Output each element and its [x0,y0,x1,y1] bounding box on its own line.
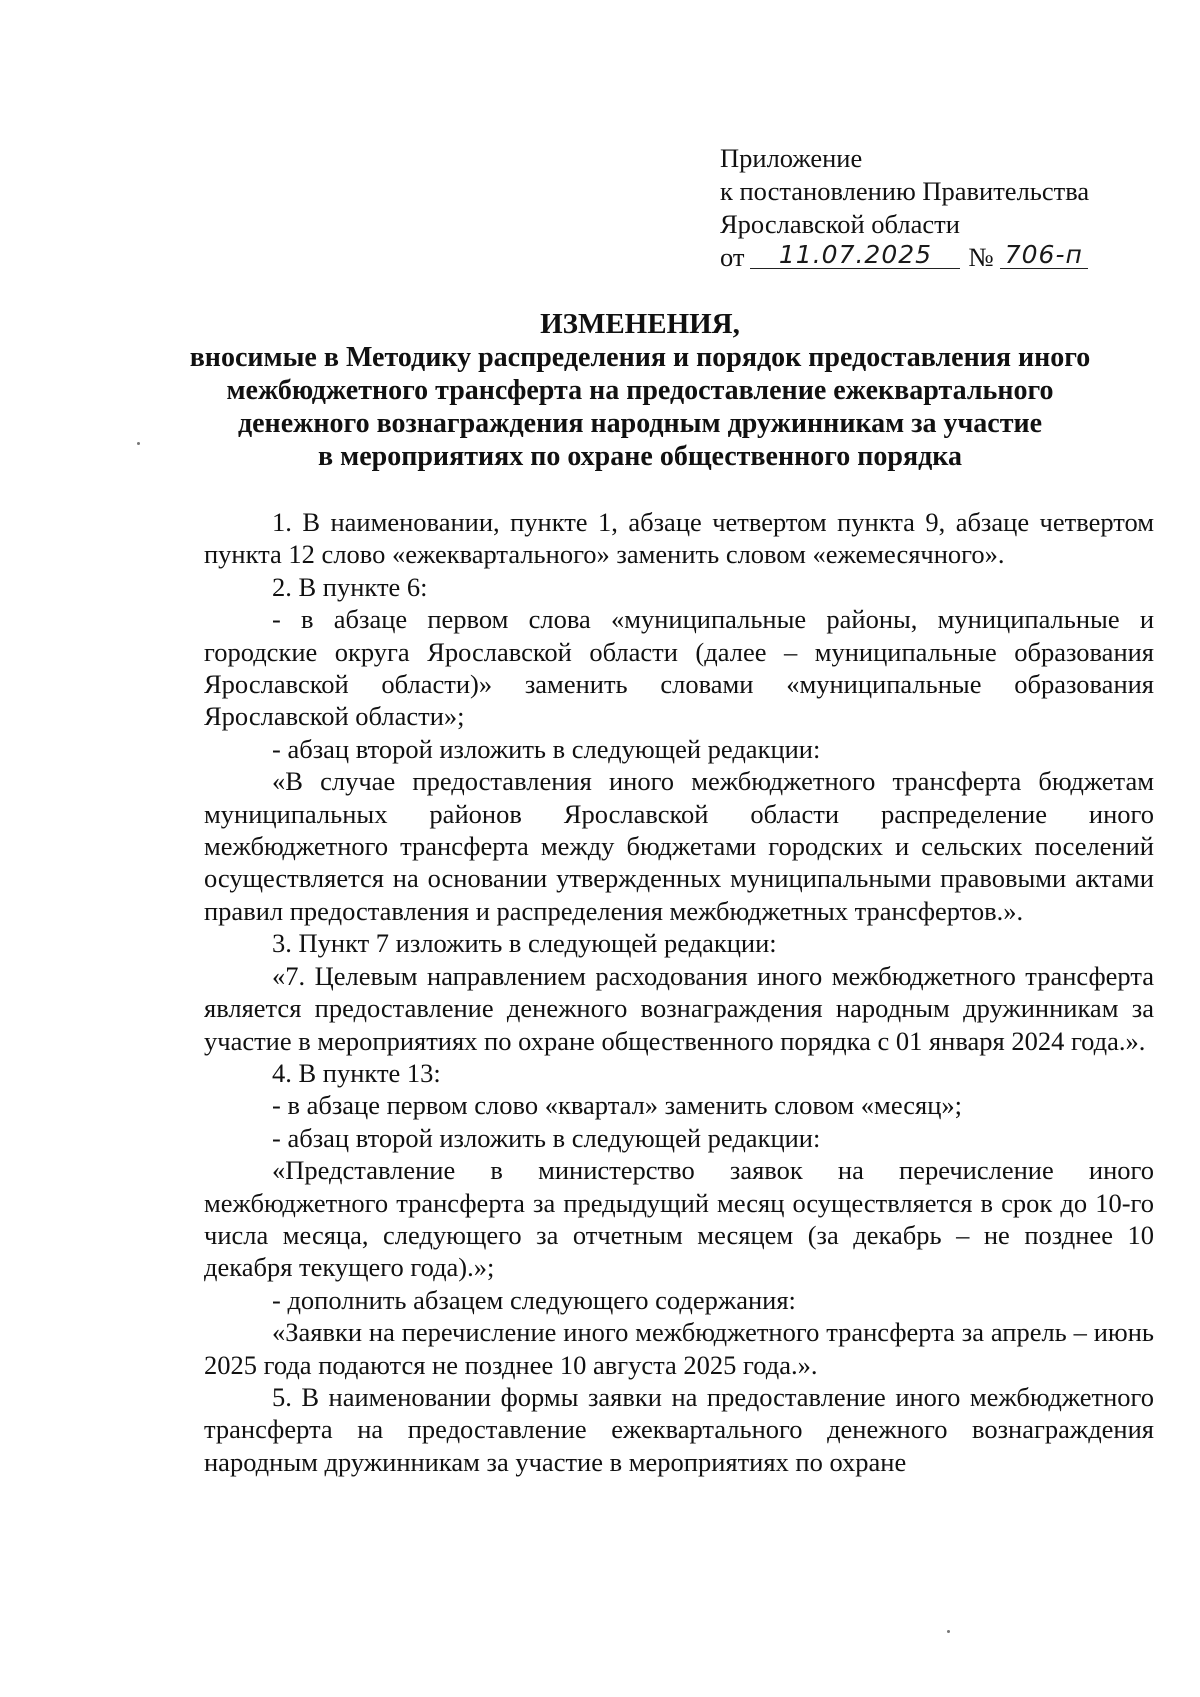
paragraph: «Заявки на перечисление иного межбюджетного трансферта за апрель – июнь 2025 года подаются не позднее 10 августа 2025 года.». [204,1317,1154,1380]
paragraph: - в абзаце первом слово «квартал» заменить словом «месяц»; [272,1090,962,1121]
from-label: от [720,242,745,272]
paragraph: - абзац второй изложить в следующей редакции: [272,1122,821,1153]
handwritten-number: 706-п [1000,242,1088,269]
title-subtitle-line: вносимые в Методику распределения и порядок предоставления иного [189,342,1091,373]
paragraph: 5. В наименовании формы заявки на предоставление иного межбюджетного трансферта на предоставление ежеквартального денежного вознаграждения народным дружинникам за участие в мероприятиях по охране [204,1381,1154,1477]
scan-speck [947,1630,950,1633]
title-main: ИЗМЕНЕНИЯ, [540,308,740,340]
title-subtitle-line: межбюджетного трансферта на предоставление ежеквартального [226,375,1054,406]
handwritten-date: 11.07.2025 [750,242,960,269]
paragraph: 2. В пункте 6: [272,571,428,602]
title-subtitle-line: в мероприятиях по охране общественного порядка [318,441,962,472]
document-title [160,308,1120,473]
paragraph: - абзац второй изложить в следующей редакции: [272,733,821,764]
paragraph: 4. В пункте 13: [272,1057,441,1088]
paragraph: «Представление в министерство заявок на перечисление иного межбюджетного трансферта за предыдущий месяц осуществляется в срок до 10-го числа месяца, следующего за отчетным месяцем (за декабрь – не позднее 10 декабря текущего года).»; [204,1155,1154,1283]
paragraph: «В случае предоставления иного межбюджетного трансферта бюджетам муниципальных районов Ярославской области распределение иного межбюджетного трансферта между бюджетами городских и сельских поселений осуществляется на основании утвержденных муниципальными правовыми актами правил предоставления и распределения межбюджетных трансфертов.». [204,766,1154,926]
appendix-line: к постановлению Правительства [720,176,1090,206]
paragraph: 3. Пункт 7 изложить в следующей редакции: [272,928,777,959]
appendix-block [720,142,1160,274]
paragraph: - в абзаце первом слова «муниципальные районы, муниципальные и городские округа Ярославской области (далее – муниципальные образования Ярославской области)» заменить словами «муниципальные образования Ярославской области»; [204,604,1154,732]
scan-speck [137,442,140,445]
appendix-date-number-line [720,241,1160,274]
paragraph: - дополнить абзацем следующего содержания: [272,1284,796,1315]
title-subtitle-line: денежного вознаграждения народным дружинникам за участие [237,408,1043,439]
paragraph: «7. Целевым направлением расходования иного межбюджетного трансферта является предоставление денежного вознаграждения народным дружинникам за участие в мероприятиях по охране общественного порядка с 01 января 2024 года.». [204,960,1154,1056]
paragraph: 1. В наименовании, пункте 1, абзаце четвертом пункта 9, абзаце четвертом пункта 12 слово «ежеквартального» заменить словом «ежемесячного». [204,507,1154,570]
appendix-line: Ярославской области [720,209,960,239]
number-label: № [968,242,994,272]
document-body [204,506,1154,1478]
appendix-line: Приложение [720,143,863,173]
